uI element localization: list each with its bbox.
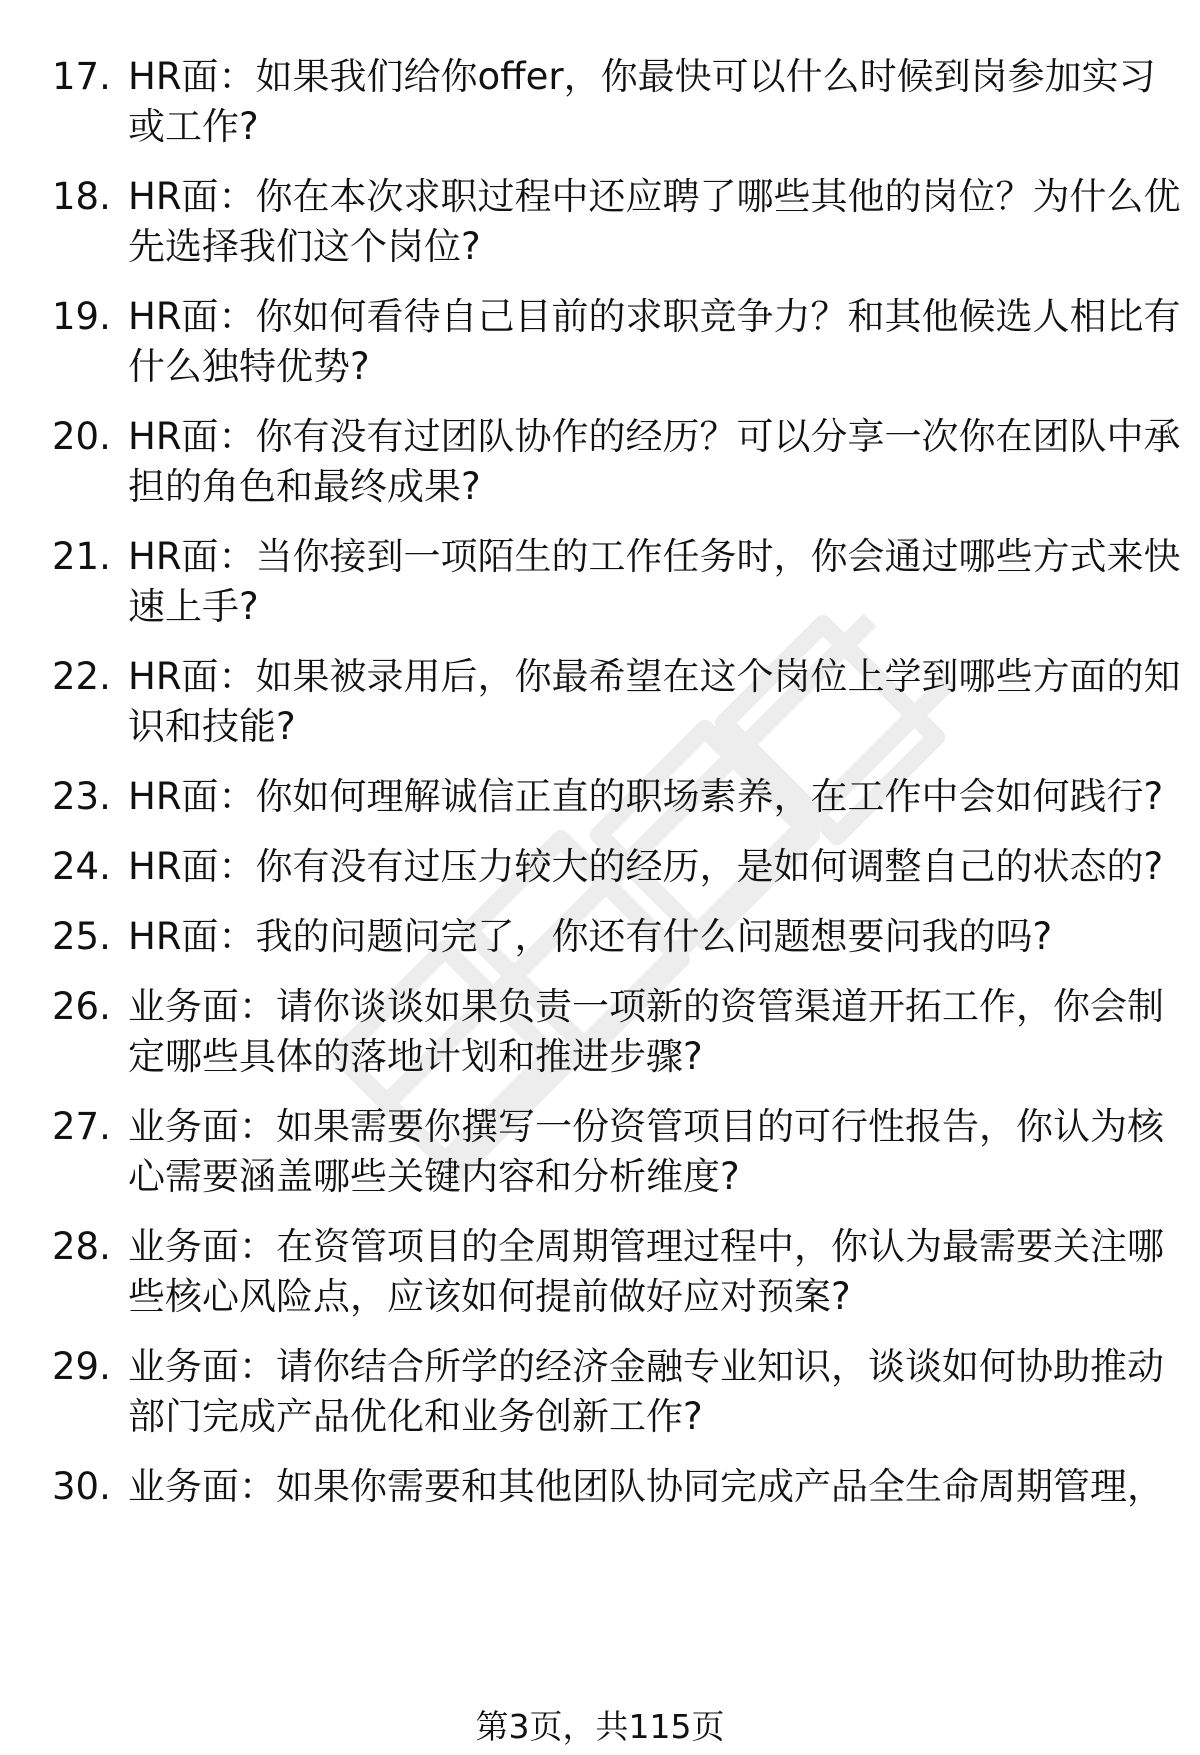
question-text-line: 什么独特优势? xyxy=(128,345,370,388)
page-footer: 第3页，共115页 xyxy=(475,1707,725,1746)
list-item xyxy=(0,842,1200,892)
question-number: 23. xyxy=(52,775,111,818)
question-text xyxy=(128,982,1164,1082)
list-item xyxy=(0,292,1200,392)
question-text xyxy=(128,412,1181,512)
question-text-line: 心需要涵盖哪些关键内容和分析维度? xyxy=(128,1155,740,1198)
question-text-line: HR面：你有没有过团队协作的经历？可以分享一次你在团队中承 xyxy=(128,415,1181,458)
question-number: 19. xyxy=(52,295,111,338)
question-text-line: 速上手? xyxy=(128,585,259,628)
question-text-line: 业务面：在资管项目的全周期管理过程中，你认为最需要关注哪 xyxy=(128,1225,1164,1268)
question-text-line: 业务面：请你谈谈如果负责一项新的资管渠道开拓工作，你会制 xyxy=(128,985,1164,1028)
question-number: 22. xyxy=(52,655,111,698)
question-text-line: 业务面：如果你需要和其他团队协同完成产品全生命周期管理， xyxy=(128,1465,1164,1508)
question-number: 26. xyxy=(52,985,111,1028)
question-number: 28. xyxy=(52,1225,111,1268)
question-text-line: 业务面：如果需要你撰写一份资管项目的可行性报告，你认为核 xyxy=(128,1105,1164,1148)
question-text-line: HR面：你有没有过压力较大的经历，是如何调整自己的状态的? xyxy=(128,845,1164,888)
question-number: 24. xyxy=(52,845,111,888)
question-text xyxy=(128,772,1164,822)
question-text xyxy=(128,1342,1164,1442)
question-number: 17. xyxy=(52,55,111,98)
question-text xyxy=(128,292,1181,392)
question-number: 20. xyxy=(52,415,111,458)
question-text xyxy=(128,1462,1164,1512)
question-text-line: HR面：当你接到一项陌生的工作任务时，你会通过哪些方式来快 xyxy=(128,535,1181,578)
question-text-line: 识和技能? xyxy=(128,705,296,748)
question-text-line: 担的角色和最终成果? xyxy=(128,465,481,508)
list-item xyxy=(0,412,1200,512)
question-number: 18. xyxy=(52,175,111,218)
question-number: 30. xyxy=(52,1465,111,1508)
list-item xyxy=(0,1462,1200,1512)
question-text-line: HR面：我的问题问完了，你还有什么问题想要问我的吗? xyxy=(128,915,1053,958)
list-item xyxy=(0,1342,1200,1442)
question-text-line: 或工作? xyxy=(128,105,259,148)
question-text xyxy=(128,1222,1164,1322)
question-text-line: 业务面：请你结合所学的经济金融专业知识，谈谈如何协助推动 xyxy=(128,1345,1164,1388)
question-text xyxy=(128,912,1148,962)
list-item xyxy=(0,982,1200,1082)
question-text-line: HR面：你如何看待自己目前的求职竞争力？和其他候选人相比有 xyxy=(128,295,1181,338)
question-text xyxy=(128,652,1181,752)
list-item xyxy=(0,1102,1200,1202)
question-text xyxy=(128,52,1156,152)
question-text-line: HR面：如果被录用后，你最希望在这个岗位上学到哪些方面的知 xyxy=(128,655,1181,698)
question-text-line: HR面：如果我们给你offer，你最快可以什么时候到岗参加实习 xyxy=(128,55,1156,98)
question-text-line: HR面：你在本次求职过程中还应聘了哪些其他的岗位？为什么优 xyxy=(128,175,1181,218)
question-text-line: 定哪些具体的落地计划和推进步骤? xyxy=(128,1035,703,1078)
question-number: 27. xyxy=(52,1105,111,1148)
question-text xyxy=(128,1102,1164,1202)
list-item xyxy=(0,912,1200,962)
question-number: 25. xyxy=(52,915,111,958)
question-text xyxy=(128,172,1181,272)
list-item xyxy=(0,1222,1200,1322)
question-number: 29. xyxy=(52,1345,111,1388)
question-number: 21. xyxy=(52,535,111,578)
list-item xyxy=(0,532,1200,632)
question-text xyxy=(128,532,1181,632)
question-text-line: 先选择我们这个岗位? xyxy=(128,225,481,268)
question-text-line: HR面：你如何理解诚信正直的职场素养，在工作中会如何践行? xyxy=(128,775,1164,818)
list-item xyxy=(0,172,1200,272)
list-item xyxy=(0,772,1200,822)
question-text xyxy=(128,842,1164,892)
list-item xyxy=(0,652,1200,752)
question-text-line: 部门完成产品优化和业务创新工作? xyxy=(128,1395,703,1438)
list-item xyxy=(0,52,1200,152)
question-text-line: 些核心风险点，应该如何提前做好应对预案? xyxy=(128,1275,851,1318)
